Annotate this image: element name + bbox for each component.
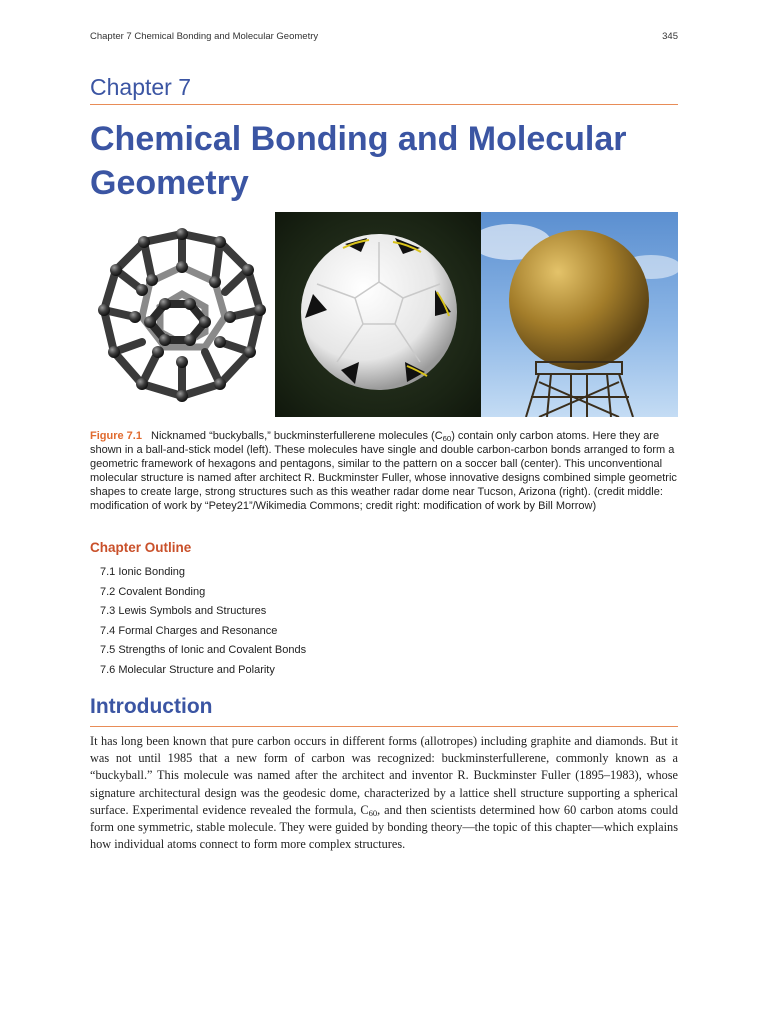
buckyball-ball-and-stick-model-icon — [90, 212, 275, 417]
outline-item[interactable]: 7.1 Ionic Bonding — [100, 566, 186, 578]
soccer-ball-image — [275, 212, 481, 417]
outline-item[interactable]: 7.4 Formal Charges and Resonance — [100, 624, 278, 637]
chapter-label-rule — [90, 104, 678, 105]
outline-item[interactable]: 7.2 Covalent Bonding — [100, 585, 206, 598]
chapter-label: Chapter 7 — [90, 74, 192, 100]
outline-item[interactable]: 7.5 Strengths of Ionic and Covalent Bonds — [100, 644, 307, 657]
outline-item[interactable]: 7.6 Molecular Structure and Polarity — [100, 663, 275, 676]
running-head-title: Chapter 7 Chemical Bonding and Molecular Geometry — [90, 31, 319, 42]
intro-subscript: 60 — [368, 807, 378, 818]
running-head — [90, 31, 678, 42]
chapter-outline-heading: Chapter Outline — [90, 540, 192, 555]
figure-caption — [90, 429, 678, 513]
radar-dome-photo-icon — [481, 212, 678, 417]
chapter-title: Chemical Bonding and Molecular Geometry — [90, 120, 627, 202]
caption-text-part1: Nicknamed “buckyballs,” buckminsterfullerene molecules (C — [151, 430, 443, 442]
intro-text-part2: , and then scientists determined how 60 carbon atoms could form one symmetric, stable molecule. They were guided by bonding theory—the topic of this chapter—which explains how individual atoms connect to form more complex structures. — [90, 802, 678, 852]
chapter-outline-list — [100, 563, 306, 681]
figure-7-1 — [90, 212, 678, 417]
intro-text-part1: It has long been known that pure carbon occurs in different forms (allotropes) including graphite and diamonds. But it was not until 1985 that a new form of carbon was recognized: buckminsterfullerene, commonly known as a “buckyball.” This molecule was named after the architect and inventor R. Buckminster Fuller (1895–1983), whose signature architectural design was the geodesic dome, characterized by a lattice shell structure supporting a spherical surface. Experimental evidence revealed the formula, C — [90, 734, 678, 817]
figure-label: Figure 7.1 — [90, 430, 142, 442]
caption-subscript: 60 — [442, 433, 452, 443]
radar-dome-image — [481, 212, 678, 417]
caption-text-part2: ) contain only carbon atoms. Here they are shown in a ball-and-stick model (left). These molecules have single and double carbon-carbon bonds arranged to form a geometric framework of hexagons and pentagons, similar to the pattern on a soccer ball (center). This unconventional molecular structure is named after architect R. Buckminster Fuller, whose innovative designs combined simple geometric shapes to create large, strong structures such as this weather radar dome near Tucson, Arizona (right). (credit middle: modification of work by “Petey21”/Wikimedia Commons; credit right: modification of work by Bill Morrow) — [90, 430, 677, 512]
soccer-ball-photo-icon — [275, 212, 481, 417]
introduction-paragraph — [90, 733, 678, 853]
page-number: 345 — [662, 31, 678, 42]
introduction-heading: Introduction — [90, 695, 213, 718]
outline-item[interactable]: 7.3 Lewis Symbols and Structures — [100, 605, 267, 618]
buckyball-model-image — [90, 212, 275, 417]
introduction-rule — [90, 726, 678, 727]
